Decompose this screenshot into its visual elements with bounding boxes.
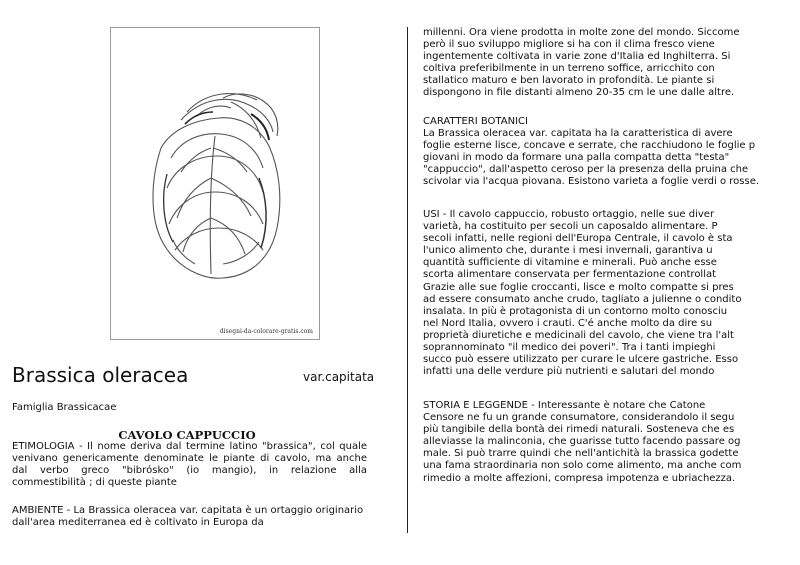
text-line: millenni. Ora viene prodotta in molte zone del mondo. Siccome: [423, 27, 740, 38]
family-label: Famiglia Brassicacae: [12, 402, 117, 413]
caratteri-heading: CARATTERI BOTANICI: [423, 116, 528, 127]
text-line: infatti una delle verdure più nutrienti e salutari del mondo: [423, 366, 715, 378]
etimologia-paragraph: ETIMOLOGIA - Il nome deriva dal termine latino "brassica", col quale venivano genericamente denominate le piante di cavolo, ma anche dal verbo greco "bibrόsko" (io mangio), in relazione alla commestibilità ; di queste piante: [12, 441, 367, 489]
text-line: giovani in modo da formare una palla compatta detta "testa": [423, 152, 730, 164]
text-line: Censore ne fu un grande consumatore, considerandolo il segu: [423, 412, 735, 424]
section-heading: CAVOLO CAPPUCCIO: [118, 428, 256, 442]
column-divider: [407, 27, 408, 533]
ambiente-paragraph: AMBIENTE - La Brassica oleracea var. capitata è un ortaggio originario dall'area mediterranea ed è coltivato in Europa da: [12, 505, 364, 529]
text-line: La Brassica oleracea var. capitata ha la caratteristica di avere: [423, 128, 733, 140]
storia-section: [423, 400, 763, 485]
text-line: scorta alimentare conservata per fermentazione controllat: [423, 269, 717, 281]
text-line: nel Nord Italia, ovvero i crauti. C'é anche molto da dire su: [423, 317, 713, 329]
text-line: insalata. In più è protagonista di un contorno molto conosciu: [423, 305, 728, 317]
text-line: ingentemente coltivata in varie zone d'Italia ed Inghilterra. Si: [423, 51, 731, 63]
text-line: succo può essere utilizzato per curare le ulcere gastriche. Esso: [423, 354, 739, 366]
text-line: una fama straordinaria non solo come alimento, ma anche com: [423, 460, 742, 472]
variety-label: var.capitata: [303, 370, 375, 384]
text-line: quantità sufficiente di vitamine e minerali. Può anche esse: [423, 257, 717, 269]
text-line: scivolar via l'acqua piovana. Esistono varieta a foglie verdi o rosse.: [423, 176, 760, 188]
text-line: ad essere consumato anche crudo, tagliato a julienne o condito: [423, 293, 742, 305]
cabbage-illustration: [110, 27, 320, 340]
text-line: male. Si può trarre quindi che nell'antichità la brassica godette: [423, 448, 739, 460]
text-line: rimedio a molte affezioni, compresa impotenza e ubriachezza.: [423, 472, 736, 484]
text-line: soprannominato "il medico dei poveri". Tra i tanti impieghi: [423, 342, 716, 354]
text-line: proprietà diuretiche e medicinali del cavolo, che viene tra l'alt: [423, 329, 734, 341]
caratteri-section: [423, 116, 763, 189]
text-line: però il suo sviluppo migliore si ha con il clima fresco viene: [423, 39, 715, 51]
usi-section: [423, 209, 763, 378]
text-line: alleviasse la malinconia, che guarisse tutto facendo passare og: [423, 436, 741, 448]
text-line: varietà, ha costituito per secoli un caposaldo alimentare. P: [423, 221, 718, 233]
text-line: più tangibile della bontà dei rimedi naturali. Sosteneva che es: [423, 424, 735, 436]
text-line: "cappuccio", dall'aspetto ceroso per la presenza della pruina che: [423, 164, 749, 176]
text-line: Grazie alle sue foglie croccanti, lisce e molto compatte si pres: [423, 281, 734, 293]
image-credit: disegni-da-colorare-gratis.com: [219, 328, 313, 335]
text-line: STORIA E LEGGENDE - Interessante è notare che Catone: [423, 400, 706, 411]
text-line: foglie esterne lisce, concave e serrate, che racchiudono le foglie p: [423, 140, 756, 152]
text-line: coltiva preferibilmente in un terreno soffice, arricchito con: [423, 63, 715, 75]
ambiente-continuation: [423, 27, 763, 100]
cabbage-drawing-icon: [111, 28, 319, 339]
text-line: stallatico maturo e ben lavorato in profondità. Le piante si: [423, 75, 715, 87]
page-title: Brassica oleracea: [12, 363, 189, 387]
text-line: USI - Il cavolo cappuccio, robusto ortaggio, nelle sue diver: [423, 209, 715, 220]
text-line: l'unico alimento che, durante i mesi invernali, garantiva u: [423, 245, 713, 257]
text-line: secoli infatti, nelle regioni dell'Europa Centrale, il cavolo è sta: [423, 233, 733, 245]
text-line: dispongono in file distanti almeno 20-35 cm le une dalle altre.: [423, 87, 735, 99]
